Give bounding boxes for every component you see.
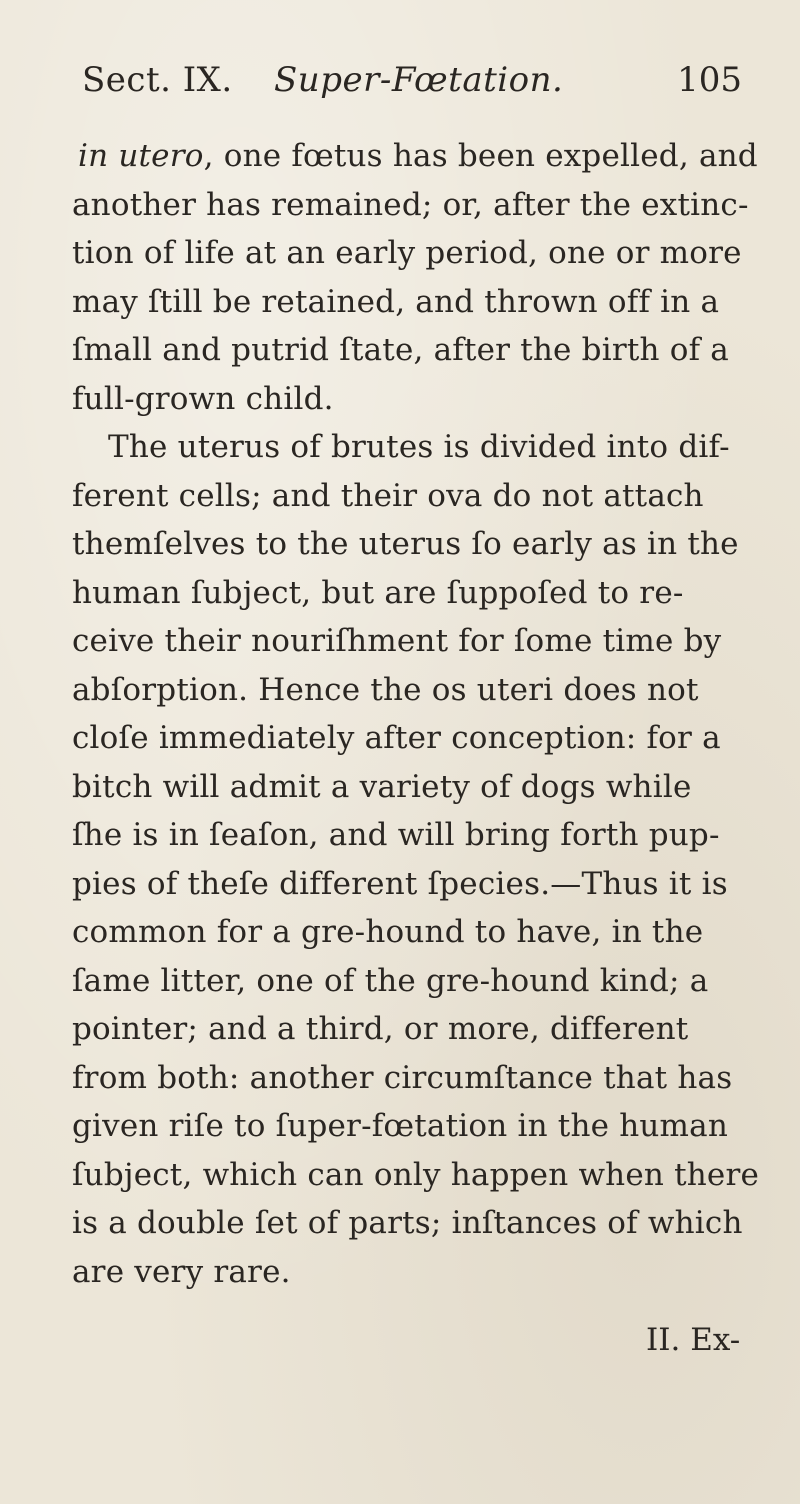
text-line: ſmall and putrid ſtate, after the birth of a — [72, 332, 729, 368]
running-head — [82, 60, 742, 112]
text-line: ceive their nouriſhment for ſome time by — [72, 623, 722, 659]
paragraph-start-line: The uterus of brutes is divided into dif- — [108, 429, 730, 465]
text-line: human ſubject, but are ſuppoſed to re- — [72, 574, 684, 611]
text-line: ſame litter, one of the gre-hound kind; a — [72, 962, 709, 999]
text-line: common for a gre-hound to have, in the — [72, 914, 704, 950]
text-line: ſubject, which can only happen when there — [72, 1156, 760, 1193]
latin-phrase: in utero — [78, 138, 204, 174]
text-line: are very rare. — [72, 1253, 291, 1290]
page-number: 105 — [677, 60, 742, 100]
text-line: from both: another circumſtance that has — [72, 1059, 733, 1096]
text-line: abſorption. Hence the os uteri does not — [72, 671, 699, 708]
body-text — [72, 132, 772, 1296]
text-line: ſhe is in ſeaſon, and will bring forth pup- — [72, 817, 720, 853]
text-line: another has remained; or, after the extinc- — [72, 186, 749, 223]
running-title: Super-Fœtation. — [274, 60, 564, 100]
text-line: full-grown child. — [72, 380, 334, 417]
text-line: ferent cells; and their ova do not attach — [72, 477, 704, 514]
text-line: themſelves to the uterus ſo early as in the — [72, 526, 739, 562]
text-line: bitch will admit a variety of dogs while — [72, 768, 692, 805]
text-line: tion of life at an early period, one or more — [72, 235, 742, 271]
section-label: Sect. IX. — [82, 60, 233, 100]
text-line: may ſtill be retained, and thrown off in a — [72, 283, 720, 320]
text-line — [72, 132, 772, 181]
text-line-rest: , one fœtus has been expelled, and — [203, 138, 758, 174]
text-line: is a double ſet of parts; inſtances of which — [72, 1205, 743, 1241]
catchword: II. Ex- — [646, 1322, 741, 1358]
text-line: pointer; and a third, or more, different — [72, 1011, 689, 1047]
text-line: pies of theſe different ſpecies.—Thus it is — [72, 865, 728, 902]
text-line: given riſe to ſuper-fœtation in the human — [72, 1108, 728, 1144]
text-line: cloſe immediately after conception: for a — [72, 720, 721, 756]
